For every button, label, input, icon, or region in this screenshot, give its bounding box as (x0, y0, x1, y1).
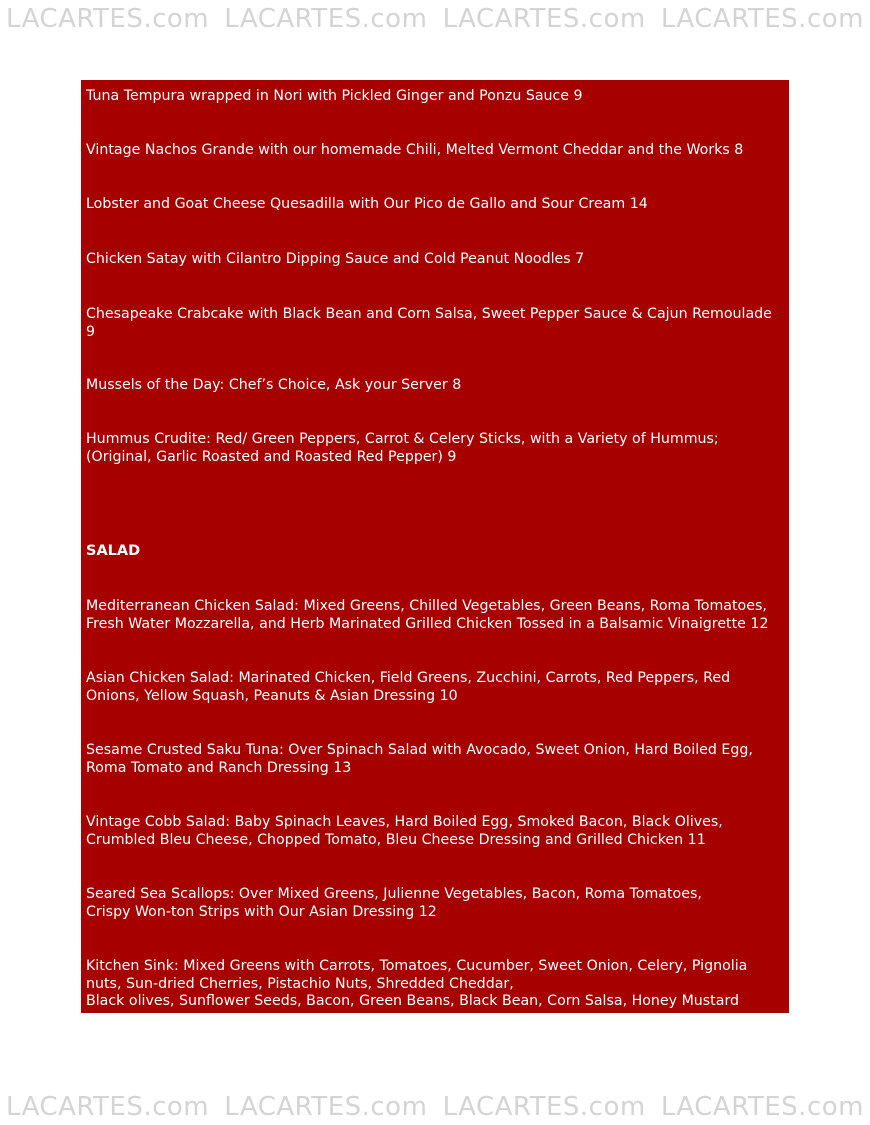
menu-panel (81, 80, 789, 1013)
menu-item-crabcake: Chesapeake Crabcake with Black Bean and Corn Salsa, Sweet Pepper Sauce & Cajun Remoulade 9 (86, 306, 772, 340)
menu-item-tuna-tempura: Tuna Tempura wrapped in Nori with Pickled Ginger and Ponzu Sauce 9 (86, 88, 583, 104)
salad-item-scallops: Seared Sea Scallops: Over Mixed Greens, Julienne Vegetables, Bacon, Roma Tomatoes, Crispy Won-ton Strips with Our Asian Dressing 12 (86, 886, 702, 920)
watermark-text: LACARTES.com (660, 1092, 864, 1122)
salad-item-kitchen-sink: Kitchen Sink: Mixed Greens with Carrots, Tomatoes, Cucumber, Sweet Onion, Celery, Pignolia nuts, Sun-dried Cherries, Pistachio Nuts, Shredded Cheddar, Black olives, Sunflower Seeds, Bacon, Green Beans, Black Bean, Corn Salsa, Honey Mustard (86, 958, 748, 1009)
salad-item-mediterranean: Mediterranean Chicken Salad: Mixed Greens, Chilled Vegetables, Green Beans, Roma Tomatoes, Fresh Water Mozzarella, and Herb Marinated Grilled Chicken Tossed in a Balsamic Vinaigrette 12 (86, 598, 769, 632)
menu-item-nachos: Vintage Nachos Grande with our homemade Chili, Melted Vermont Cheddar and the Works 8 (86, 142, 744, 158)
watermark-text: LACARTES.com (224, 1092, 428, 1122)
menu-item-hummus: Hummus Crudite: Red/ Green Peppers, Carrot & Celery Sticks, with a Variety of Hummus; (Original, Garlic Roasted and Roasted Red Pepper) 9 (86, 431, 719, 465)
section-heading-salad: SALAD (86, 543, 141, 559)
watermark-text: LACARTES.com (442, 1092, 646, 1122)
menu-item-lobster-quesadilla: Lobster and Goat Cheese Quesadilla with Our Pico de Gallo and Sour Cream 14 (86, 196, 648, 212)
watermark-text: LACARTES.com (6, 4, 210, 34)
menu-item-mussels: Mussels of the Day: Chef’s Choice, Ask your Server 8 (86, 377, 462, 393)
watermark-text: LACARTES.com (6, 1092, 210, 1122)
salad-item-cobb: Vintage Cobb Salad: Baby Spinach Leaves, Hard Boiled Egg, Smoked Bacon, Black Olives, Crumbled Bleu Cheese, Chopped Tomato, Bleu Cheese Dressing and Grilled Chicken 11 (86, 814, 723, 848)
salad-item-asian-chicken: Asian Chicken Salad: Marinated Chicken, Field Greens, Zucchini, Carrots, Red Peppers, Red Onions, Yellow Squash, Peanuts & Asian Dressing 10 (86, 670, 731, 704)
watermark-text: LACARTES.com (660, 4, 864, 34)
watermark-text: LACARTES.com (224, 4, 428, 34)
watermark-text: LACARTES.com (442, 4, 646, 34)
watermark-top (0, 4, 870, 34)
menu-item-chicken-satay: Chicken Satay with Cilantro Dipping Sauce and Cold Peanut Noodles 7 (86, 251, 585, 267)
salad-item-saku-tuna: Sesame Crusted Saku Tuna: Over Spinach Salad with Avocado, Sweet Onion, Hard Boiled Egg, Roma Tomato and Ranch Dressing 13 (86, 742, 753, 776)
watermark-bottom (0, 1092, 870, 1122)
